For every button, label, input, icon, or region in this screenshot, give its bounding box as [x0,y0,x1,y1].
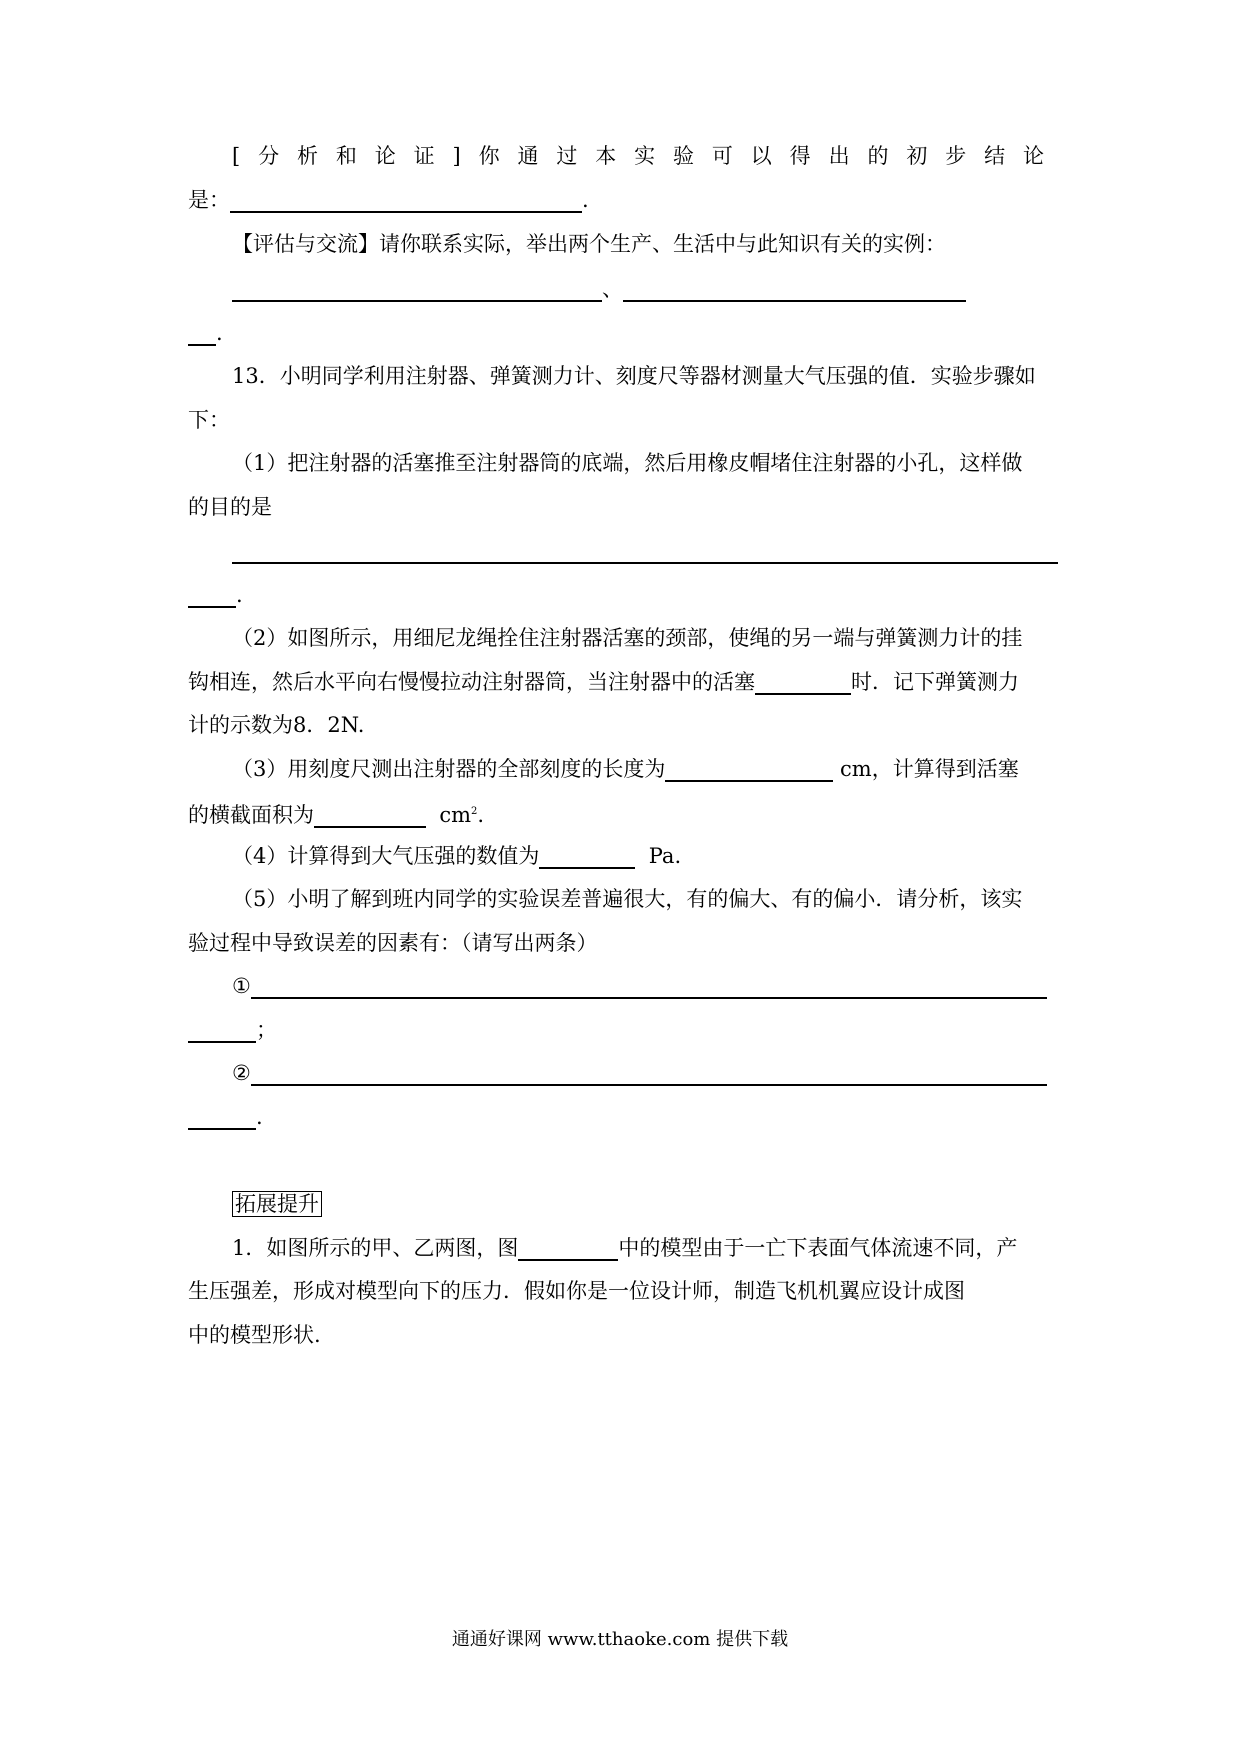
q13-p3-line2 [188,795,1058,829]
extension-q1-line1 [232,1231,1058,1265]
analysis-end: . [582,188,589,212]
analysis-blank[interactable] [230,187,582,213]
q13-p2-text-b: 时．记下弹簧测力 [851,670,1019,694]
evaluation-answer-tail [188,316,1058,350]
q13-item2-tail [188,1100,1058,1134]
q13-p3-length-blank[interactable] [665,756,833,782]
extension-q1-line2: 生压强差，形成对模型向下的压力．假如你是一位设计师，制造飞机机翼应设计成图 [188,1279,965,1303]
q13-p2-line1: （2）如图所示，用细尼龙绳拴住注射器活塞的颈部，使绳的另一端与弹簧测力计的挂 [232,626,1023,650]
q13-p2-line2 [188,665,1058,699]
q13-item1-blank-tail[interactable] [188,1017,256,1043]
analysis-heading: [分析和论证] [232,144,475,168]
evaluation-sep: 、 [602,277,623,301]
extension-q1-text-a: 1．如图所示的甲、乙两图，图 [232,1236,519,1260]
q13-p5-line2: 验过程中导致误差的因素有：（请写出两条） [188,931,598,955]
evaluation-line [232,227,1058,261]
q13-p4-blank[interactable] [539,843,635,869]
page-footer: 通通好课网 www.tthaoke.com 提供下载 [451,1629,789,1650]
q13-p3-area-blank[interactable] [314,802,426,828]
q13-p1-answer-tail [188,578,1058,612]
q13-p3-line1 [232,752,1058,786]
q13-item1-blank[interactable] [251,973,1047,999]
q13-stem-line1: 13．小明同学利用注射器、弹簧测力计、刻度尺等器材测量大气压强的值．实验步骤如 [232,364,1036,388]
q13-p3-sup: 2 [471,806,478,817]
q13-item2-blank-tail[interactable] [188,1104,256,1130]
extension-q1-text-b: 中的模型由于一亡下表面气体流速不同，产 [618,1236,1018,1260]
analysis-text: 你通过本实验可以得出的初步结论 [474,144,1058,168]
q13-p5-line1: （5）小明了解到班内同学的实验误差普遍很大，有的偏大、有的偏小．请分析，该实 [232,887,1023,911]
q13-item2-marker: ② [232,1061,251,1085]
q13-item1-tail [188,1013,1058,1047]
q13-p4-text-b: Pa. [642,844,682,868]
evaluation-blank-1[interactable] [232,276,602,302]
q13-item2-blank[interactable] [251,1060,1047,1086]
q13-p1-line2: 的目的是 [188,495,272,519]
q13-p3-text-a: （3）用刻度尺测出注射器的全部刻度的长度为 [232,757,666,781]
extension-q1-line3: 中的模型形状. [188,1323,321,1347]
q13-p1-blank-tail[interactable] [188,582,236,608]
q13-stem-line2: 下： [188,408,230,432]
q13-p1-answer-line [232,534,1058,568]
q13-item1-line [232,969,1058,1003]
q13-item1-end: ； [256,1018,277,1042]
extension-heading-line [232,1187,1058,1221]
q13-p3-unit: cm [439,803,472,827]
q13-p1-end: . [236,583,243,607]
evaluation-blank-tail[interactable] [188,320,216,346]
analysis-line [232,139,1058,173]
q13-p3-text-b: cm，计算得到活塞 [833,757,1019,781]
q13-item2-line [232,1056,1058,1090]
evaluation-blank-2[interactable] [623,276,966,302]
q13-item2-end: . [256,1105,263,1129]
evaluation-answer-line [232,272,1058,306]
q13-p4-text-a: （4）计算得到大气压强的数值为 [232,844,540,868]
analysis-prefix: 是： [188,188,230,212]
evaluation-text: 请你联系实际，举出两个生产、生活中与此知识有关的实例： [379,232,946,256]
q13-p2-text-a: 钩相连，然后水平向右慢慢拉动注射器筒，当注射器中的活塞 [188,670,755,694]
evaluation-heading: 【评估与交流】 [232,232,379,256]
evaluation-end: . [216,321,223,345]
q13-p3-text-c: 的横截面积为 [188,803,314,827]
q13-p4-line [232,839,1058,873]
q13-p2-line3: 计的示数为8．2N. [188,713,365,737]
analysis-answer-line [188,183,1058,217]
q13-p1-blank[interactable] [232,538,1058,564]
q13-p1-line1: （1）把注射器的活塞推至注射器筒的底端，然后用橡皮帽堵住注射器的小孔，这样做 [232,451,1023,475]
extension-q1-blank[interactable] [518,1235,618,1261]
q13-item1-marker: ① [232,974,251,998]
q13-p3-end: . [477,803,485,827]
q13-p2-blank[interactable] [755,669,851,695]
extension-heading: 拓展提升 [232,1191,322,1217]
